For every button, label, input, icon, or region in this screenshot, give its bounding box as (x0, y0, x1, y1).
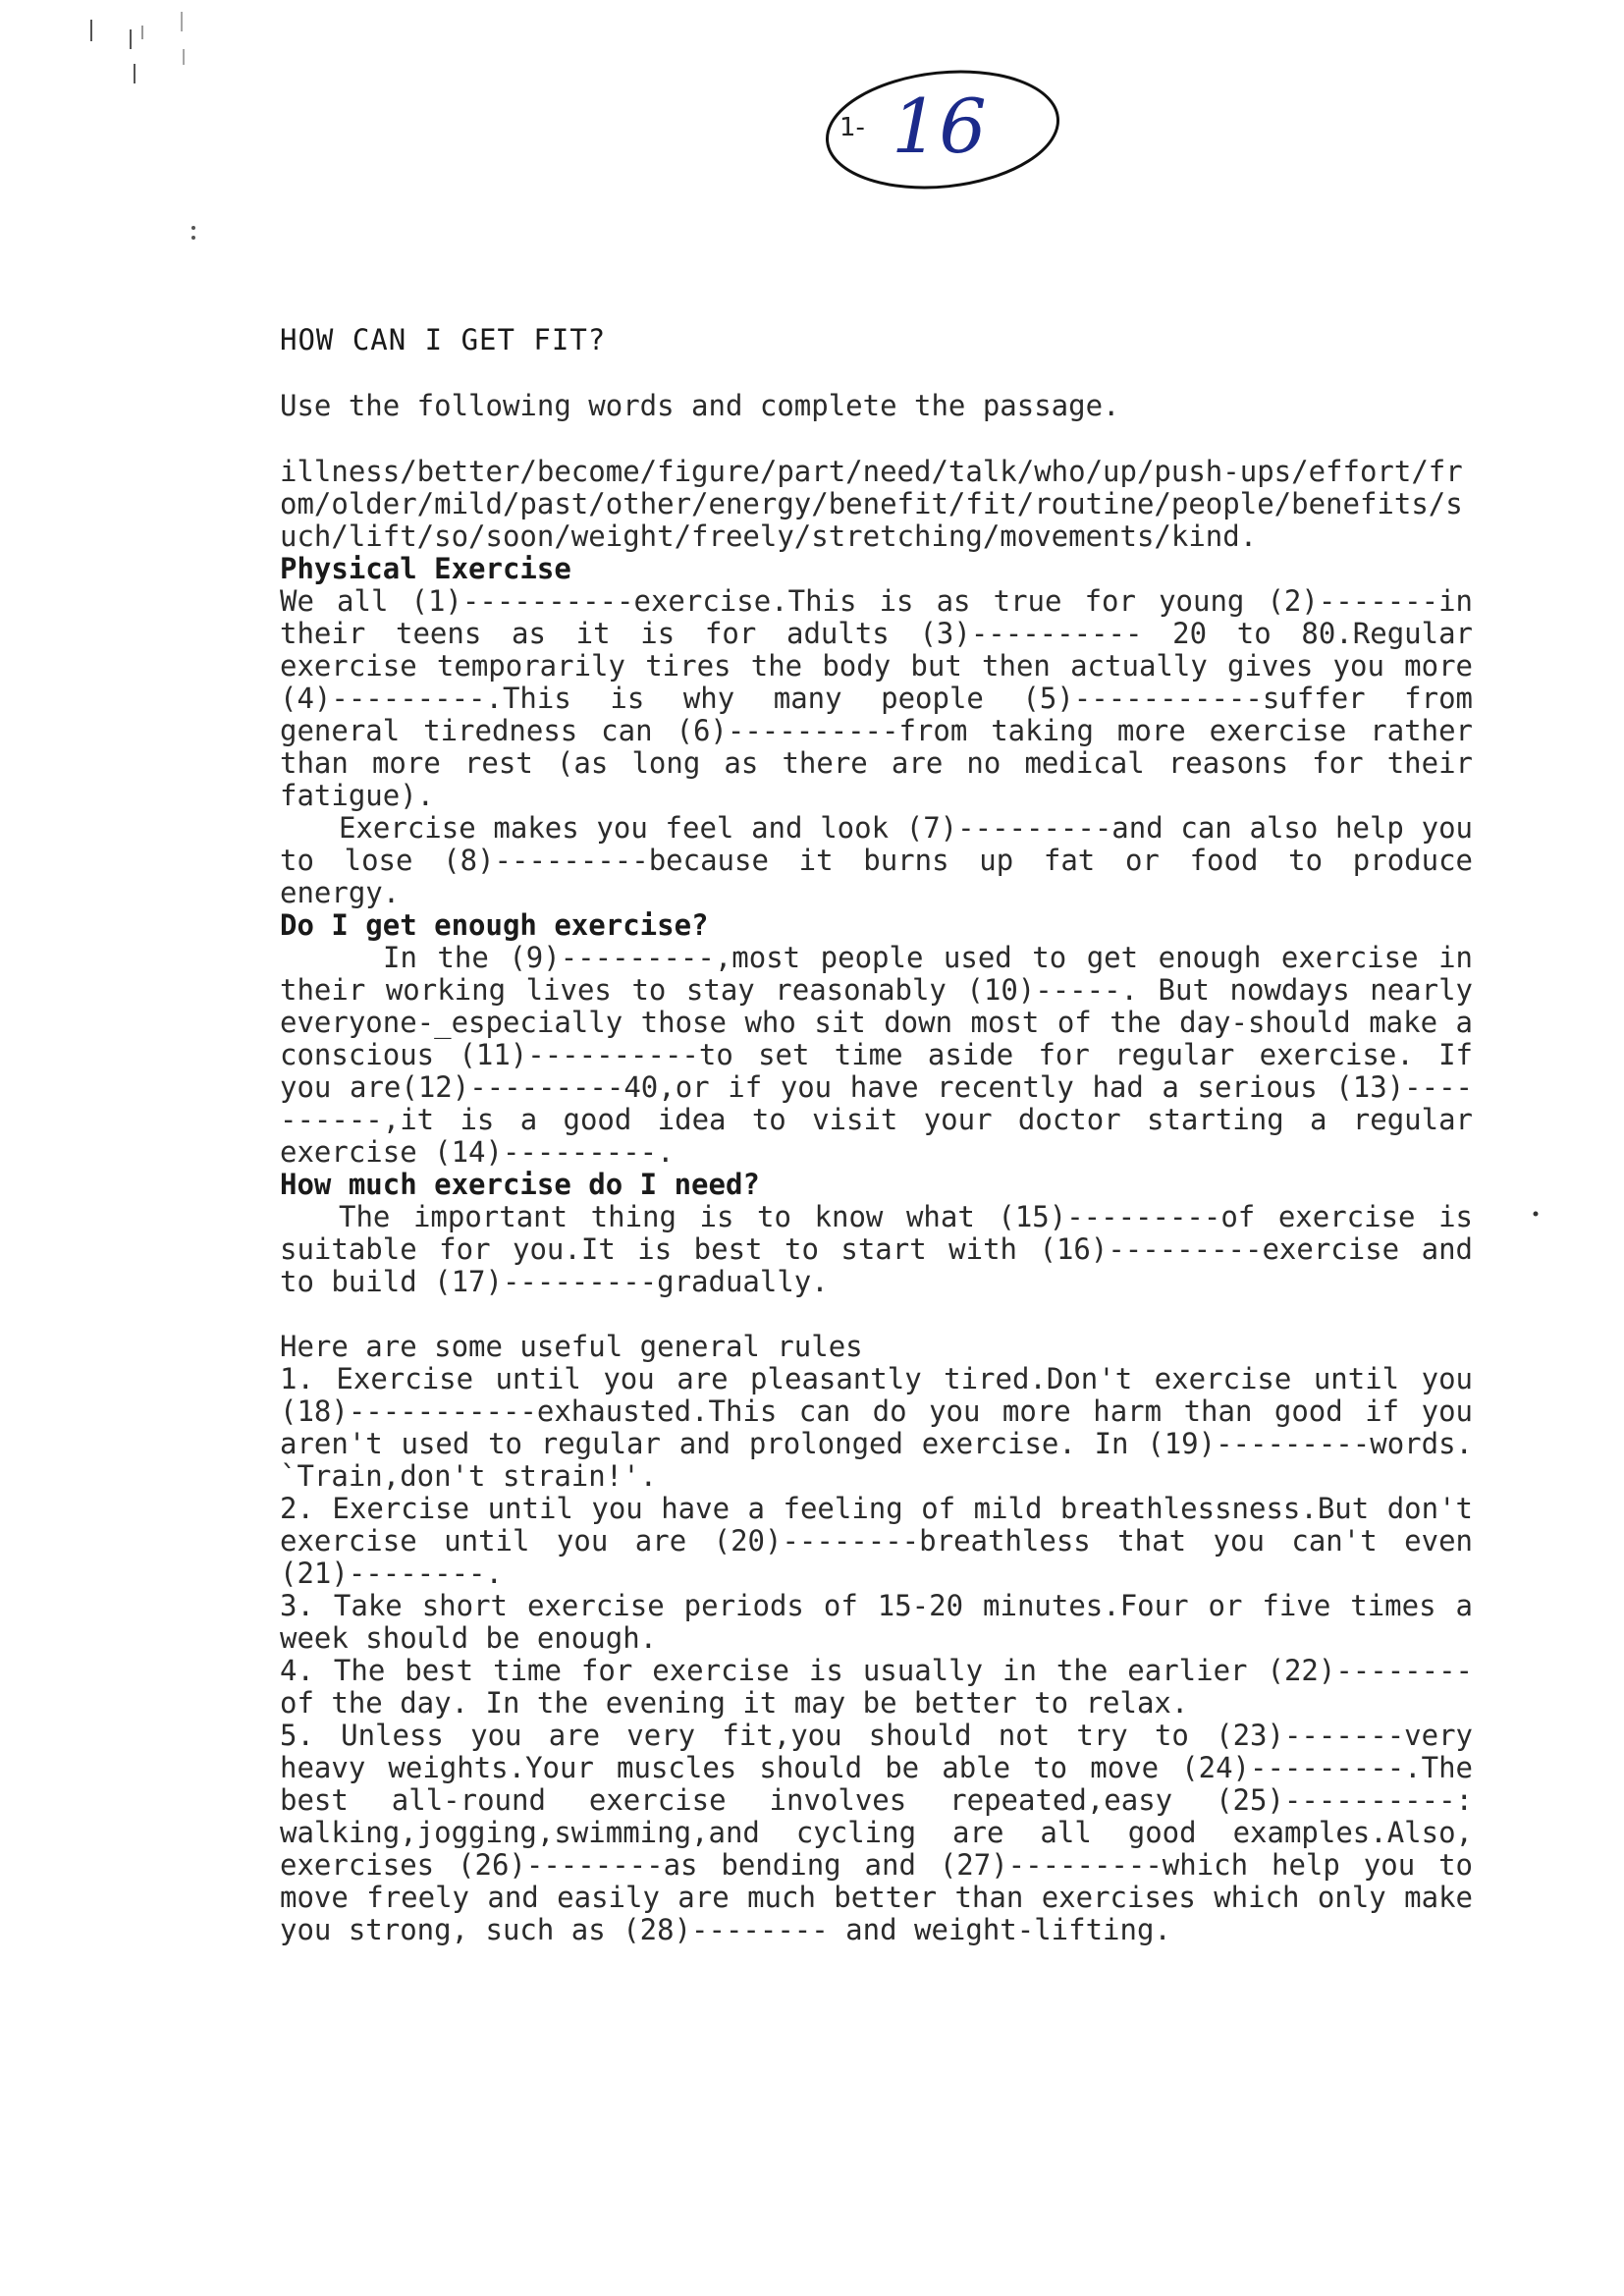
rule-item: 1. Exercise until you are pleasantly tired.Don't exercise until you (18)-----------exhausted.This can do you more harm than good if you aren't used to regular and prolonged exercise. In (19)---------words. `Train,don't strain!'. (280, 1362, 1473, 1493)
rule-item: 3. Take short exercise periods of 15-20 minutes.Four or five times a week should be enough. (280, 1589, 1473, 1655)
page-title: HOW CAN I GET FIT? (280, 323, 607, 356)
paragraph: Exercise makes you feel and look (7)---------and can also help you to lose (8)---------because it burns up fat or food to produce energy. (280, 811, 1473, 909)
worksheet-content (280, 324, 1473, 1946)
page-number: 16 (892, 82, 987, 170)
rule-item: 4. The best time for exercise is usually in the earlier (22)-------- of the day. In the evening it may be better to relax. (280, 1654, 1473, 1720)
paragraph: The important thing is to know what (15)---------of exercise is suitable for you.It is best to start with (16)---------exercise and to build (17)---------gradually. (280, 1200, 1473, 1298)
paragraph: We all (1)----------exercise.This is as true for young (2)-------in their teens as it is for adults (3)---------- 20 to 80.Regular exercise temporarily tires the body but then actually gives you more (4)---------.This is why many people (5)-----------suffer from general tiredness can (6)----------from taking more exercise rather than more rest (as long as there are no medical reasons for their fatigue). (280, 584, 1473, 812)
word-list: illness/better/become/figure/part/need/talk/who/up/push-ups/effort/from/older/mild/past/other/energy/benefit/fit/routine/people/benefits/such/lift/so/soon/weight/freely/stretching/movements/kind. (280, 455, 1463, 553)
rules-intro: Here are some useful general rules (280, 1330, 863, 1363)
scan-dot (1532, 1210, 1540, 1218)
scan-marks (83, 10, 201, 246)
section-heading-enough-exercise: Do I get enough exercise? (280, 908, 709, 942)
page-number-badge (815, 69, 1070, 246)
instruction-text: Use the following words and complete the passage. (280, 389, 1120, 422)
section-heading-how-much-exercise: How much exercise do I need? (280, 1168, 760, 1201)
paragraph: In the (9)---------,most people used to get enough exercise in their working lives to stay reasonably (10)-----. But nowdays nearly everyone-_especially those who sit down most of the day-should make a conscious (11)----------to set time aside for regular exercise. If you are(12)---------40,or if you have recently had a serious (13)----------,it is a good idea to visit your doctor starting a regular exercise (14)---------. (280, 941, 1473, 1169)
rule-item: 2. Exercise until you have a feeling of mild breathlessness.But don't exercise until you are (20)--------breathless that you can't even (21)--------. (280, 1492, 1473, 1590)
section-heading-physical-exercise: Physical Exercise (280, 552, 571, 585)
page-number-prefix: 1- (839, 113, 865, 142)
rule-item: 5. Unless you are very fit,you should not try to (23)-------very heavy weights.Your muscles should be able to move (24)---------.The best all-round exercise involves repeated,easy (25)----------: walking,jogging,swimming,and cycling are all good examples.Also, exercises (26)--------as bending and (27)---------which help you to move freely and easily are much better than exercises which only make you strong, such as (28)-------- and weight-lifting. (280, 1719, 1473, 1946)
